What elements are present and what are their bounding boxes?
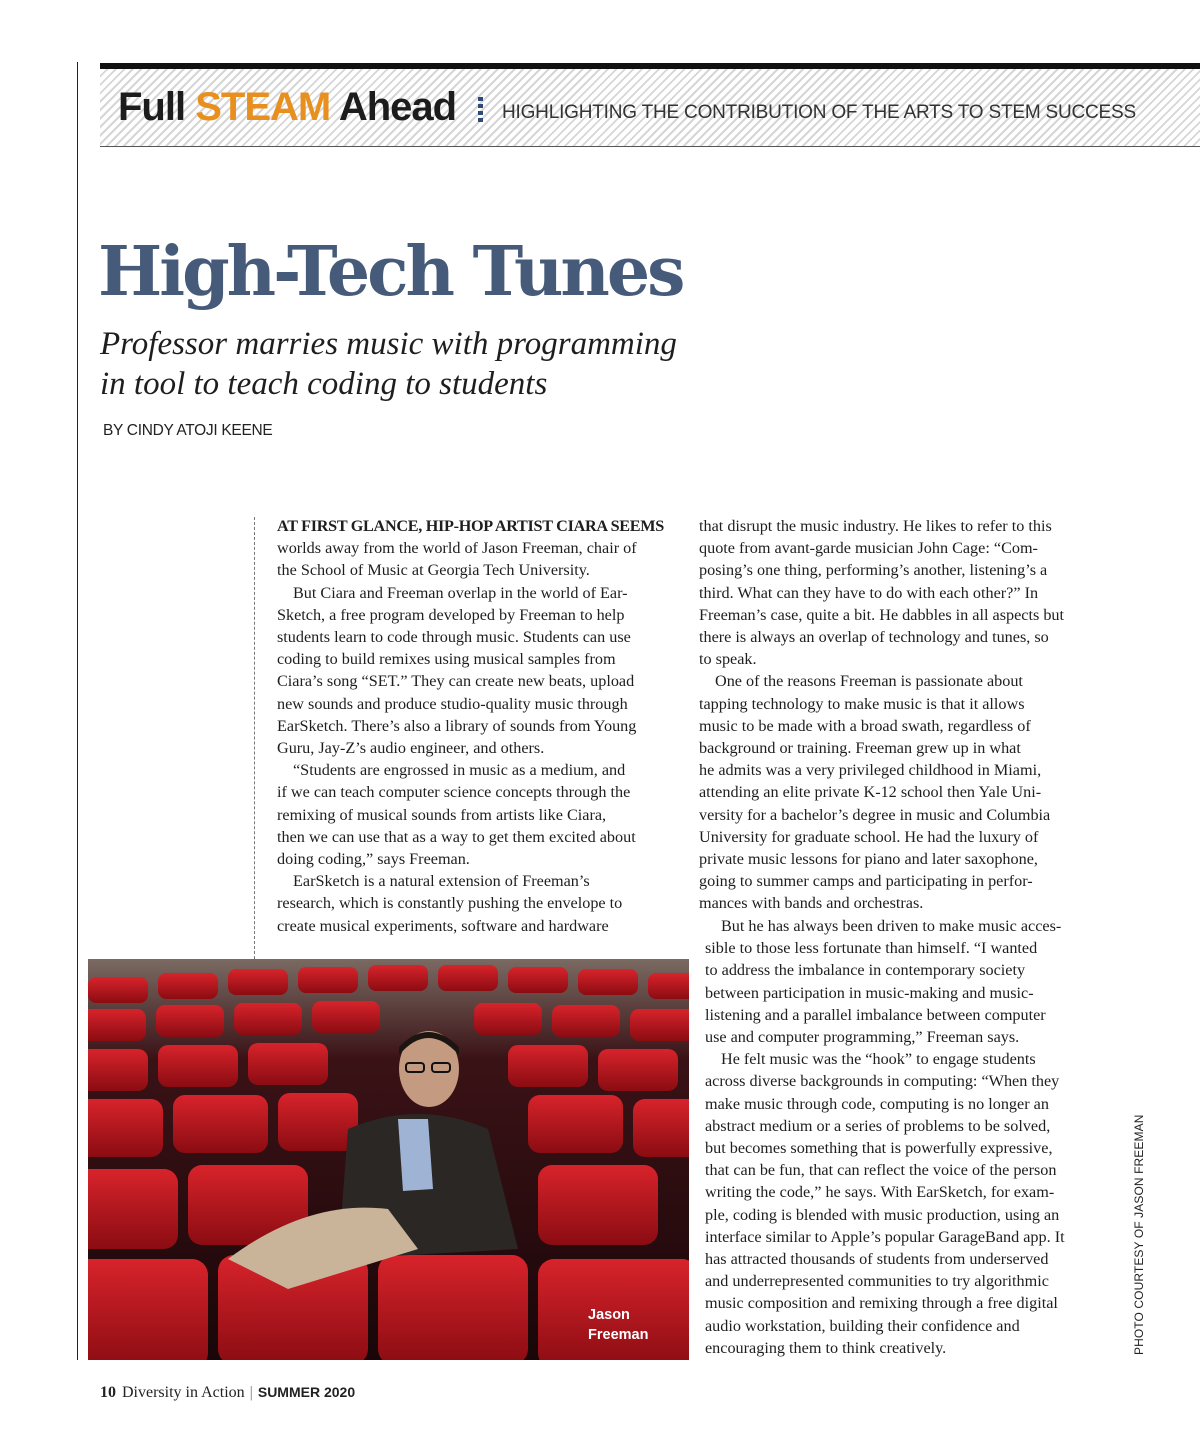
text-line: research, which is constantly pushing the envelope to xyxy=(277,894,623,913)
text-line: mances with bands and orchestras. xyxy=(699,894,924,913)
lead-in: AT FIRST GLANCE, HIP-HOP ARTIST CIARA SEEMS xyxy=(277,517,664,535)
text-line: music to be made with a broad swath, regardless of xyxy=(699,716,1031,735)
text-line: to address the imbalance in contemporary society xyxy=(705,961,1026,980)
text-line: across diverse backgrounds in computing: “When they xyxy=(705,1072,1060,1091)
body-column-2 xyxy=(699,515,1101,915)
text-line: third. What can they have to do with each other?” In xyxy=(699,583,1039,602)
issue-date: SUMMER 2020 xyxy=(257,1384,356,1400)
text-line: writing the code,” he says. With EarSketch, for exam- xyxy=(705,1183,1055,1202)
text-line: remixing of musical sounds from artists like Ciara, xyxy=(277,805,607,824)
text-line: tapping technology to make music is that it allows xyxy=(699,694,1025,713)
text-line: has attracted thousands of students from underserved xyxy=(705,1250,1049,1269)
publication-name: Diversity in Action xyxy=(122,1384,245,1401)
left-margin-rule xyxy=(77,62,78,1360)
text-line: worlds away from the world of Jason Freeman, chair of xyxy=(277,539,637,558)
text-line: quote from avant-garde musician John Cage: “Com- xyxy=(699,539,1038,558)
text-line: doing coding,” says Freeman. xyxy=(277,850,470,869)
section-title-accent: STEAM xyxy=(195,85,331,129)
text-line: Sketch, a free program developed by Freeman to help xyxy=(277,605,625,624)
section-title-part1: Full xyxy=(118,85,196,129)
text-line: background or training. Freeman grew up in what xyxy=(699,739,1021,758)
text-line: music composition and remixing through a free digital xyxy=(705,1294,1058,1313)
text-line: if we can teach computer science concepts through the xyxy=(277,783,631,802)
dek-line-1: Professor marries music with programming xyxy=(100,326,677,362)
text-line: then we can use that as a way to get them excited about xyxy=(277,827,636,846)
text-line: listening and a parallel imbalance between computer xyxy=(705,1005,1046,1024)
text-line: sible to those less fortunate than himself. “I wanted xyxy=(705,939,1038,958)
text-line: and underrepresented communities to try algorithmic xyxy=(705,1272,1049,1291)
banner-separator xyxy=(478,97,483,123)
photo-illustration xyxy=(88,959,689,1360)
section-title-part2: Ahead xyxy=(330,85,457,129)
byline: BY CINDY ATOJI KEENE xyxy=(103,422,273,439)
page-footer xyxy=(100,1384,355,1402)
text-line: versity for a bachelor’s degree in music and Columbia xyxy=(699,805,1051,824)
text-line: But Ciara and Freeman overlap in the world of Ear- xyxy=(293,583,628,602)
text-line: that can be fun, that can reflect the voice of the person xyxy=(705,1161,1057,1180)
text-line: that disrupt the music industry. He likes to refer to this xyxy=(699,517,1052,535)
text-line: coding to build remixes using musical samples from xyxy=(277,650,616,669)
text-line: EarSketch. There’s also a library of sounds from Young xyxy=(277,716,637,735)
caption-line-1: Jason xyxy=(588,1307,630,1323)
column-dashed-rule xyxy=(254,517,255,959)
text-line: “Students are engrossed in music as a medium, and xyxy=(293,761,626,780)
text-line: but becomes something that is powerfully expressive, xyxy=(705,1139,1053,1158)
text-line: he admits was a very privileged childhood in Miami, xyxy=(699,761,1042,780)
text-line: posing’s one thing, performing’s another, listening’s a xyxy=(699,561,1048,580)
text-line: use and computer programming,” Freeman says. xyxy=(705,1028,1020,1047)
photo-caption xyxy=(588,1305,648,1345)
text-line: Freeman’s case, quite a bit. He dabbles in all aspects but xyxy=(699,605,1065,624)
dek-line-2: in tool to teach coding to students xyxy=(100,366,548,402)
section-banner xyxy=(100,63,1200,147)
photo-credit: PHOTO COURTESY OF JASON FREEMAN xyxy=(1132,1114,1146,1355)
text-line: between participation in music-making and music- xyxy=(705,983,1034,1002)
text-line: Guru, Jay-Z’s audio engineer, and others. xyxy=(277,739,545,758)
text-line: there is always an overlap of technology and tunes, so xyxy=(699,628,1049,647)
text-line: make music through code, computing is no longer an xyxy=(705,1094,1049,1113)
text-line: students learn to code through music. Students can use xyxy=(277,628,631,647)
text-line: University for graduate school. He had the luxury of xyxy=(699,827,1039,846)
text-line: private music lessons for piano and later saxophone, xyxy=(699,850,1038,869)
text-line: interface similar to Apple’s popular GarageBand app. It xyxy=(705,1227,1065,1246)
text-line: the School of Music at Georgia Tech University. xyxy=(277,561,590,580)
article-headline: High-Tech Tunes xyxy=(98,232,683,312)
text-line: Ciara’s song “SET.” They can create new beats, upload xyxy=(277,672,635,691)
text-line: EarSketch is a natural extension of Freeman’s xyxy=(293,872,590,891)
footer-separator: | xyxy=(249,1384,253,1401)
article-dek xyxy=(100,324,720,404)
section-subtitle: HIGHLIGHTING THE CONTRIBUTION OF THE ARTS TO STEM SUCCESS xyxy=(502,102,1136,123)
text-line: new sounds and produce studio-quality music through xyxy=(277,694,628,713)
body-column-1 xyxy=(277,515,677,937)
text-line: One of the reasons Freeman is passionate about xyxy=(715,672,1023,691)
text-line: But he has always been driven to make music acces- xyxy=(721,917,1062,935)
caption-line-2: Freeman xyxy=(588,1327,649,1343)
text-line: going to summer camps and participating in perfor- xyxy=(699,872,1033,891)
text-line: audio workstation, building their confidence and xyxy=(705,1316,1020,1335)
text-line: abstract medium or a series of problems to be solved, xyxy=(705,1116,1051,1135)
text-line: create musical experiments, software and hardware xyxy=(277,916,609,935)
text-line: ple, coding is blended with music production, using an xyxy=(705,1205,1060,1224)
article-photo xyxy=(88,959,689,1360)
text-line: He felt music was the “hook” to engage students xyxy=(721,1050,1036,1069)
section-title xyxy=(118,85,456,130)
text-line: to speak. xyxy=(699,650,757,669)
text-line: attending an elite private K-12 school then Yale Uni- xyxy=(699,783,1042,802)
page-number: 10 xyxy=(100,1384,116,1401)
text-line: encouraging them to think creatively. xyxy=(705,1338,947,1357)
body-column-3 xyxy=(705,915,1105,1359)
